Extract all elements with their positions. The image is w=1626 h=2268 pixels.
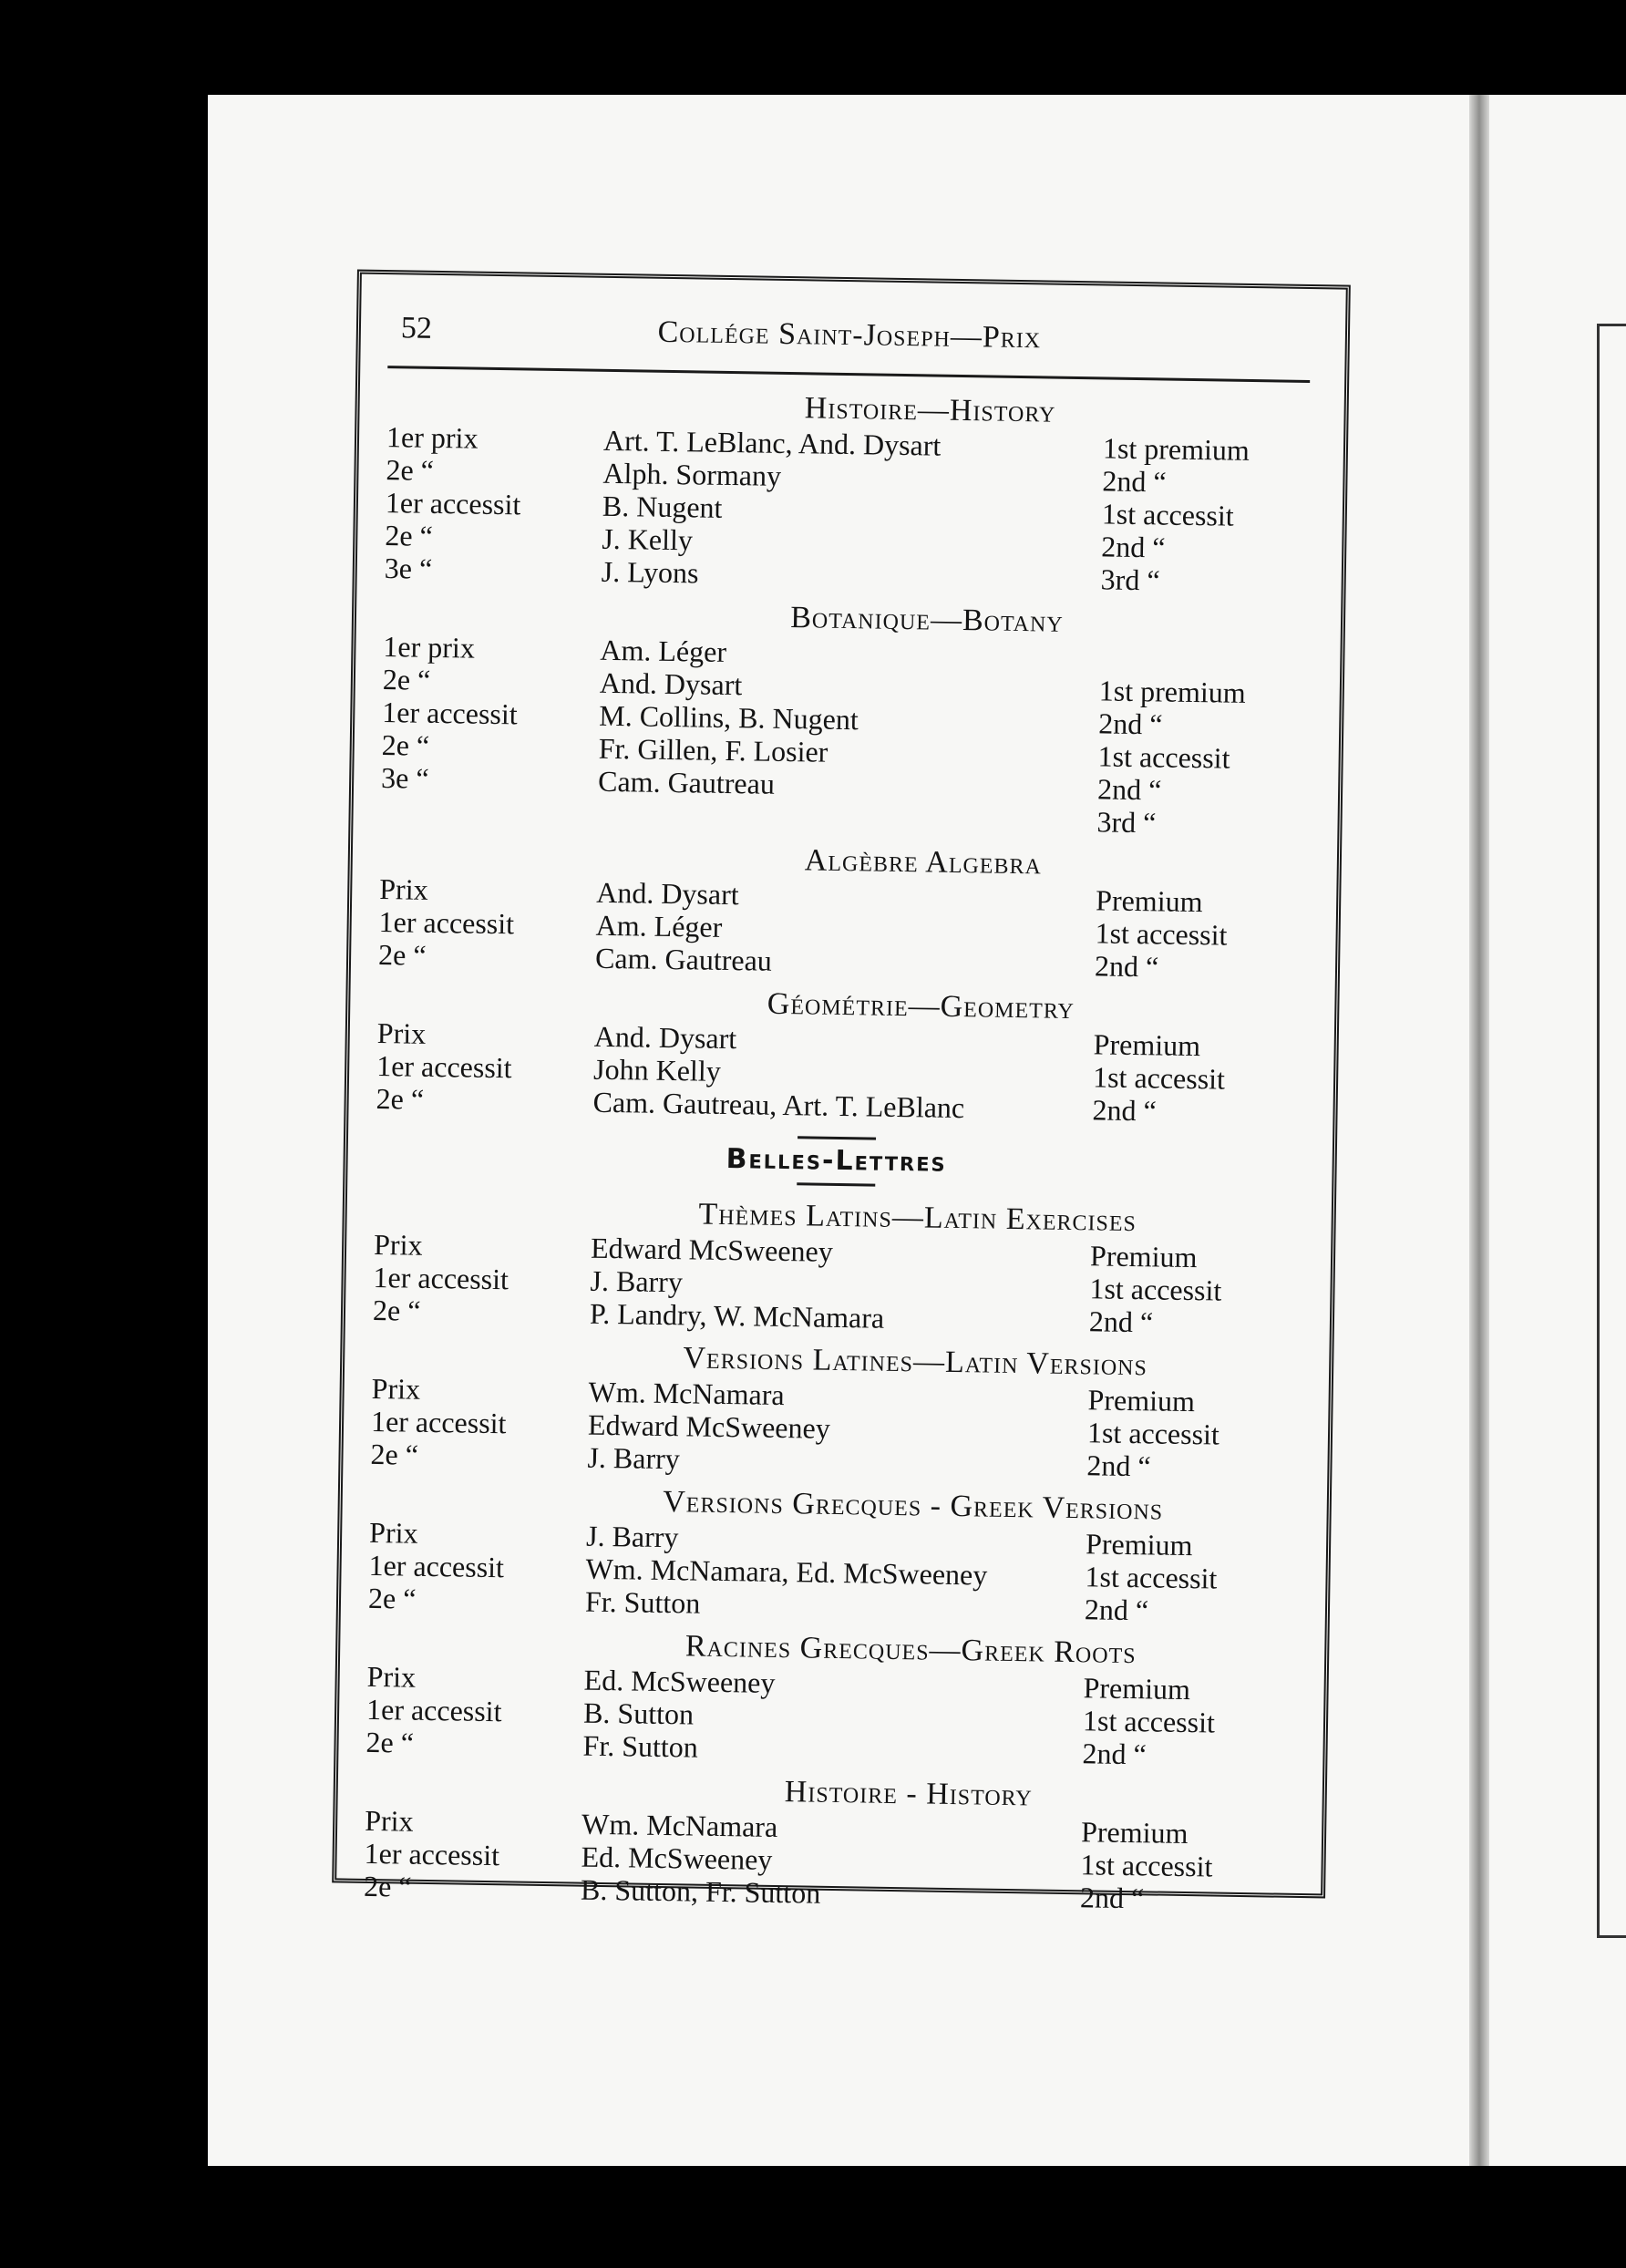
winner-names: Am. Léger <box>600 633 727 668</box>
winner-names: Ed. McSweeney <box>581 1840 773 1876</box>
rank-french: 1er accessit <box>382 696 518 731</box>
page-header <box>390 307 1310 367</box>
prize-section <box>364 1768 1288 1926</box>
subject-heading: Algèbre Algebra <box>804 843 1043 881</box>
rank-french: 2e “ <box>385 519 434 552</box>
rank-english: 1st accessit <box>1080 1848 1213 1883</box>
winner-names: Edward McSweeney <box>590 1231 834 1268</box>
prize-section <box>373 1191 1297 1350</box>
rank-english: Premium <box>1095 883 1203 919</box>
rank-french: 2e “ <box>376 1081 425 1116</box>
rank-english: 2nd “ <box>1086 1448 1151 1483</box>
winner-names: Alph. Sormany <box>602 456 782 492</box>
subject-heading: Géométrie—Geometry <box>767 986 1075 1026</box>
rank-english: Premium <box>1080 1815 1189 1850</box>
rank-french: 1er accessit <box>368 1548 505 1584</box>
winner-names: John Kelly <box>592 1052 722 1088</box>
division-belles-lettres <box>375 1129 1298 1193</box>
winner-names: And. Dysart <box>593 1019 737 1056</box>
rank-english: 1st accessit <box>1095 916 1228 952</box>
rank-english: 2nd “ <box>1082 1737 1147 1771</box>
rank-french: Prix <box>366 1659 417 1694</box>
prize-section <box>370 1335 1294 1494</box>
prize-list <box>364 384 1310 1926</box>
winner-names: And. Dysart <box>595 875 739 912</box>
prize-section <box>384 384 1309 608</box>
rank-english: 2nd “ <box>1096 772 1162 807</box>
facing-page-border <box>1597 324 1626 1938</box>
winner-names: J. Barry <box>587 1440 681 1476</box>
winner-names: B. Nugent <box>602 489 723 524</box>
winner-names: J. Barry <box>585 1519 679 1554</box>
rank-english: 1st accessit <box>1082 1704 1216 1739</box>
winner-names: J. Lyons <box>601 554 699 590</box>
rank-english: Premium <box>1089 1239 1198 1274</box>
header-rule <box>387 366 1310 383</box>
winner-names: Fr. Gillen, F. Losier <box>598 731 828 768</box>
prize-section <box>365 1624 1290 1782</box>
winner-names: Am. Léger <box>595 908 723 943</box>
winner-names: Fr. Sutton <box>584 1584 701 1620</box>
winner-names: Art. T. LeBlanc, And. Dysart <box>602 423 942 462</box>
subject-heading: Racines Grecques—Greek Roots <box>684 1629 1137 1671</box>
rank-english: 2nd “ <box>1079 1881 1145 1915</box>
winner-names: B. Sutton, Fr. Sutton <box>580 1872 821 1910</box>
subject-heading: Histoire—History <box>804 391 1056 429</box>
running-title: Collége Saint-Joseph—Prix <box>657 314 1042 356</box>
rank-english: 1st premium <box>1102 431 1250 467</box>
rank-french: 2e “ <box>381 728 430 762</box>
belles-lettres-sections <box>364 1191 1297 1926</box>
winner-names: Cam. Gautreau <box>594 941 773 977</box>
winner-names: Wm. McNamara <box>588 1375 785 1412</box>
rank-english: 3rd “ <box>1100 562 1160 597</box>
winner-names: Fr. Sutton <box>582 1728 699 1764</box>
rank-french: 2e “ <box>377 938 427 972</box>
rank-english: 1st accessit <box>1086 1416 1220 1451</box>
prize-section <box>368 1479 1292 1638</box>
rank-french: 2e “ <box>386 453 435 487</box>
rank-english: 1st accessit <box>1092 1060 1226 1096</box>
book-gutter <box>1469 95 1489 2166</box>
rank-french: Prix <box>371 1371 421 1406</box>
rank-english: 2nd “ <box>1097 706 1163 741</box>
subject-heading: Histoire - History <box>784 1775 1034 1813</box>
rank-english: 1st accessit <box>1085 1560 1218 1595</box>
winner-names: M. Collins, B. Nugent <box>599 698 859 737</box>
rank-french: 2e “ <box>382 663 431 696</box>
rank-english: 2nd “ <box>1102 464 1167 499</box>
rank-french: Prix <box>373 1227 423 1262</box>
division-title: Belles-Lettres <box>726 1143 947 1179</box>
winner-names: And. Dysart <box>599 665 743 702</box>
winner-names: Cam. Gautreau <box>597 764 776 800</box>
rank-english: 1st accessit <box>1101 497 1234 532</box>
winner-names: B. Sutton <box>582 1696 695 1731</box>
winner-names: Wm. McNamara <box>581 1807 778 1844</box>
rank-french: 3e “ <box>380 761 429 795</box>
prize-section <box>378 836 1302 995</box>
rank-english: 2nd “ <box>1101 530 1166 564</box>
rank-french: 1er accessit <box>365 1692 502 1728</box>
rank-english: Premium <box>1085 1527 1193 1562</box>
rank-english: 2nd “ <box>1084 1593 1149 1627</box>
winner-names: J. Kelly <box>602 521 694 557</box>
winner-names: Edward McSweeney <box>587 1407 831 1445</box>
winner-names: Wm. McNamara, Ed. McSweeney <box>585 1552 988 1592</box>
rank-french: Prix <box>368 1515 418 1550</box>
rank-english: 2nd “ <box>1094 949 1159 984</box>
rank-english: 2nd “ <box>1088 1304 1154 1339</box>
rank-french: 1er accessit <box>370 1404 507 1440</box>
subject-heading: Versions Latines—Latin Versions <box>683 1341 1148 1383</box>
rank-french: Prix <box>379 872 428 906</box>
rank-english: Premium <box>1093 1027 1201 1063</box>
rank-english: Premium <box>1087 1383 1196 1418</box>
sciences-sections <box>376 384 1310 1139</box>
rank-french: 1er accessit <box>378 905 515 941</box>
rank-french: 3e “ <box>384 552 433 585</box>
rank-french: 2e “ <box>372 1293 421 1327</box>
rank-french: 2e “ <box>367 1581 417 1615</box>
rank-english: 1st accessit <box>1097 739 1230 775</box>
rank-french: Prix <box>376 1015 427 1050</box>
rank-french: 1er prix <box>383 630 476 665</box>
rank-french: 1er accessit <box>373 1260 509 1296</box>
prize-section <box>380 593 1306 850</box>
winner-names: J. Barry <box>590 1263 684 1299</box>
winner-names: P. Landry, W. McNamara <box>589 1296 885 1335</box>
rank-english: 3rd “ <box>1096 805 1157 840</box>
rank-english: 1st premium <box>1098 674 1246 709</box>
winner-names: Ed. McSweeney <box>583 1663 776 1699</box>
rank-french: 1er accessit <box>385 486 521 521</box>
subject-heading: Thèmes Latins—Latin Exercises <box>698 1197 1137 1239</box>
rank-english: Premium <box>1083 1671 1191 1706</box>
rank-french: 2e “ <box>370 1437 419 1471</box>
rank-french: Prix <box>364 1803 414 1838</box>
rank-french: 2e “ <box>365 1725 415 1759</box>
rank-english: 2nd “ <box>1092 1093 1158 1128</box>
subject-heading: Botanique—Botany <box>789 601 1065 639</box>
prize-section <box>376 980 1300 1139</box>
rank-french: 1er prix <box>386 420 479 455</box>
rank-french: 2e “ <box>363 1869 412 1903</box>
winner-names: Cam. Gautreau, Art. T. LeBlanc <box>592 1085 965 1125</box>
rank-french: 1er accessit <box>364 1836 500 1872</box>
rank-english: 1st accessit <box>1089 1272 1222 1307</box>
rank-french: 1er accessit <box>376 1048 512 1085</box>
page-frame <box>332 270 1351 1915</box>
page-number: 52 <box>400 311 433 345</box>
subject-heading: Versions Grecques - Greek Versions <box>662 1484 1164 1527</box>
